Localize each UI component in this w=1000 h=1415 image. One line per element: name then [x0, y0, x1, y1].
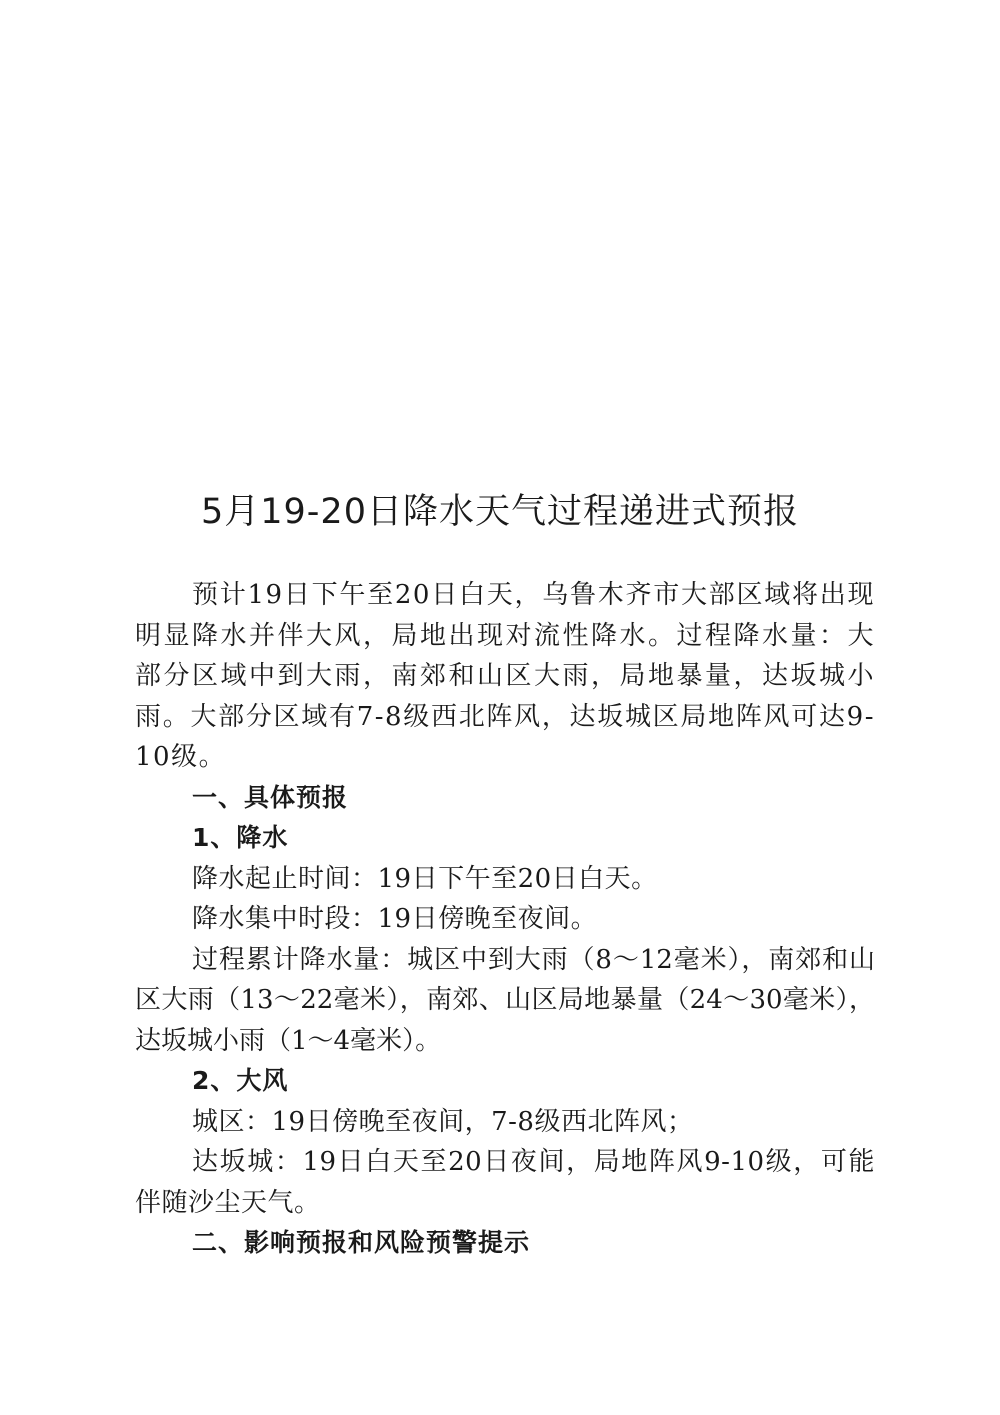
precipitation-period: 降水起止时间：19日下午至20日白天。	[192, 863, 658, 894]
precipitation-focus-period: 降水集中时段：19日傍晚至夜间。	[192, 904, 598, 934]
intro-paragraph: 预计19日下午至20日白天，乌鲁木齐市大部区域将出现明显降水并伴大风，局地出现对流性降水。过程降水量：大部分区域中到大雨，南郊和山区大雨，局地暴量，达坂城小雨。大部分区域有7-8级西北阵风，达坂城区局地阵风可达9-10级。	[135, 580, 875, 772]
wind-dabancheng: 达坂城：19日白天至20日夜间，局地阵风9-10级，可能伴随沙尘天气。	[135, 1147, 875, 1218]
subheading-strong-wind: 2、大风	[192, 1066, 289, 1095]
section-heading-specific-forecast: 一、具体预报	[192, 782, 349, 812]
document-body	[135, 575, 875, 1264]
precipitation-amount: 过程累计降水量：城区中到大雨（8～12毫米），南郊和山区大雨（13～22毫米），南郊、山区局地暴量（24～30毫米），达坂城小雨（1～4毫米）。	[135, 944, 875, 1056]
wind-city: 城区：19日傍晚至夜间，7-8级西北阵风；	[192, 1106, 694, 1137]
document-title: 5月19-20日降水天气过程递进式预报	[201, 492, 799, 532]
section-heading-impact-warning: 二、影响预报和风险预警提示	[192, 1228, 531, 1257]
subheading-precipitation: 1、降水	[192, 823, 289, 852]
